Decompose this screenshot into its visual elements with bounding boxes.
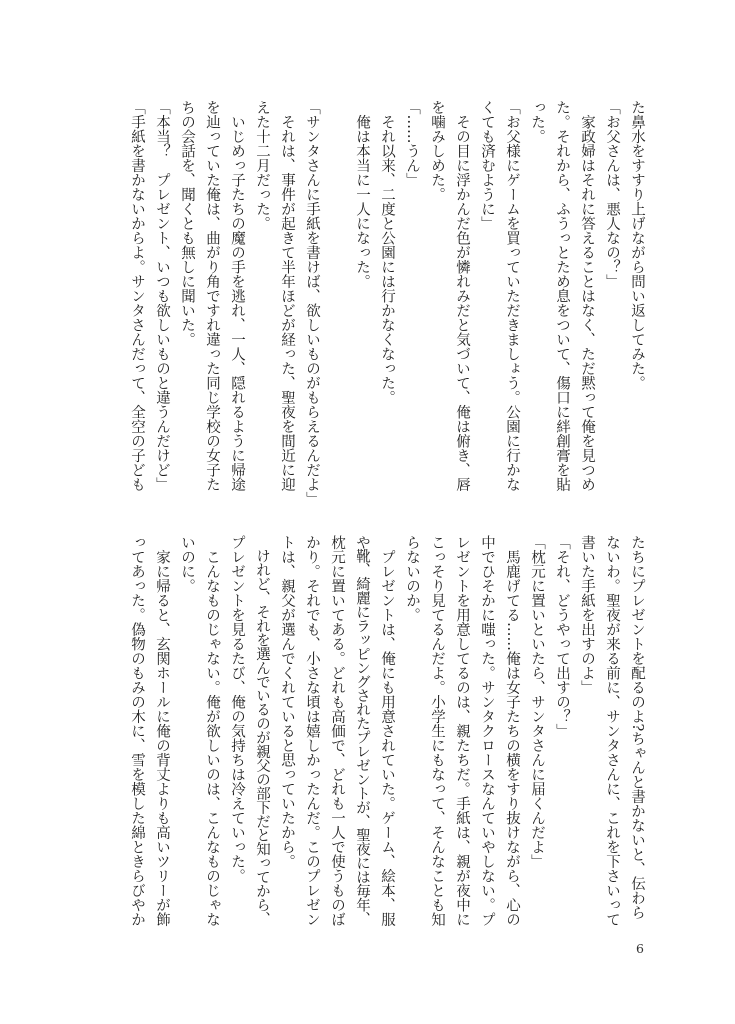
text-line: それは、事件が起きて半年ほどが経った、聖夜を間近に迎 xyxy=(279,100,295,492)
text-line: ってあった。偽物のもみの木に、雪を模した綿ときらびやか xyxy=(129,535,145,927)
text-line: 「手紙を書かないからよ。サンタさんだって、全空の子ども xyxy=(129,100,145,492)
text-line: 「お父様にゲームを買っていただきましょう。公園に行かな xyxy=(504,100,520,492)
text-line: ちの会話を、聞くとも無しに聞いた。 xyxy=(179,100,195,347)
text-line: 家政婦はそれに答えることはなく、ただ黙って俺を見つめ xyxy=(579,100,595,492)
text-line: た鼻水をすすり上げながら問い返してみた。 xyxy=(629,100,645,390)
page-number: 6 xyxy=(636,941,644,956)
text-line: 中でひそかに嗤った。サンタクロースなんていやしない。プ xyxy=(479,535,495,927)
text-line: その目に浮かんだ色が憐れみだと気づいて、俺は俯き、唇 xyxy=(454,100,470,492)
blank-line xyxy=(324,100,349,495)
text-line: こんなものじゃない。俺が欲しいのは、こんなものじゃな xyxy=(204,535,220,927)
text-line: 枕元に置いてある。どれも高価で、どれも一人で使うものば xyxy=(329,535,345,927)
text-line: プレゼントを見るたび、俺の気持ちは冷えていった。 xyxy=(229,535,245,883)
text-line: 「それ、どうやって出すの？」 xyxy=(554,535,570,738)
text-line: けれど、それを選んでいるのが親父の部下だと知ってから、 xyxy=(254,535,270,926)
text-line: 「サンタさんに手紙を書けば、欲しいものがもらえるんだよ」 xyxy=(304,100,320,506)
text-line: トは、親父が選んでくれていると思っていたから。 xyxy=(279,535,295,869)
text-line: いじめっ子たちの魔の手を逃れ、一人、隠れるように帰途 xyxy=(229,100,245,492)
text-line: 馬鹿げてる……俺は女子たちの横をすり抜けながら、心の xyxy=(504,535,520,927)
text-line: 家に帰ると、玄関ホールに俺の背丈よりも高いツリーが飾 xyxy=(154,535,170,927)
text-line: いのに。 xyxy=(179,535,195,593)
text-line: たちにプレゼントを配るのよ?ちゃんと書かないと、伝わら xyxy=(629,535,645,920)
text-line: くても済むように」 xyxy=(479,100,495,231)
text-line: った。 xyxy=(529,100,545,144)
text-line: らないのか。 xyxy=(404,535,420,622)
text-line: や靴、綺麗にラッピングされたプレゼントが、聖夜には毎年、 xyxy=(354,535,370,926)
text-line: 俺は本当に一人になった。 xyxy=(354,100,370,289)
text-line: 「お父さんは、悪人なの？」 xyxy=(604,100,620,289)
text-line: 書いた手紙を出すのよ」 xyxy=(579,535,595,695)
text-line: それ以来、二度と公園には行かなくなった。 xyxy=(379,100,395,405)
text-line: 「……うん」 xyxy=(404,100,420,187)
text-line: を辿っていた俺は、曲がり角ですれ違った同じ学校の女子た xyxy=(204,100,220,492)
top-text-block xyxy=(124,100,649,506)
text-line: 「枕元に置いといたら、サンタさんに届くんだよ」 xyxy=(529,535,545,869)
text-line: プレゼントは、俺にも用意されていた。ゲーム、絵本、服 xyxy=(379,535,395,927)
text-line: こっそり見てるんだよ。小学生にもなって、そんなことも知 xyxy=(429,535,445,927)
text-line: た。それから、ふうっとため息をついて、傷口に絆創膏を貼 xyxy=(554,100,570,492)
text-line: 「本当？ プレゼント、いつも欲しいものと違うんだけど」 xyxy=(154,100,170,492)
text-line: を噛みしめた。 xyxy=(429,100,445,202)
text-line: レゼントを用意してるのは、親たちだ。手紙は、親が夜中に xyxy=(454,535,470,927)
text-line: えた十二月だった。 xyxy=(254,100,270,231)
text-line: かり。それでも、小さな頃は嬉しかったんだ。このプレゼン xyxy=(304,535,320,927)
text-line: ないわ。聖夜が来る前に、サンタさんに、これを下さいって xyxy=(604,535,620,927)
bottom-text-block xyxy=(124,535,649,930)
